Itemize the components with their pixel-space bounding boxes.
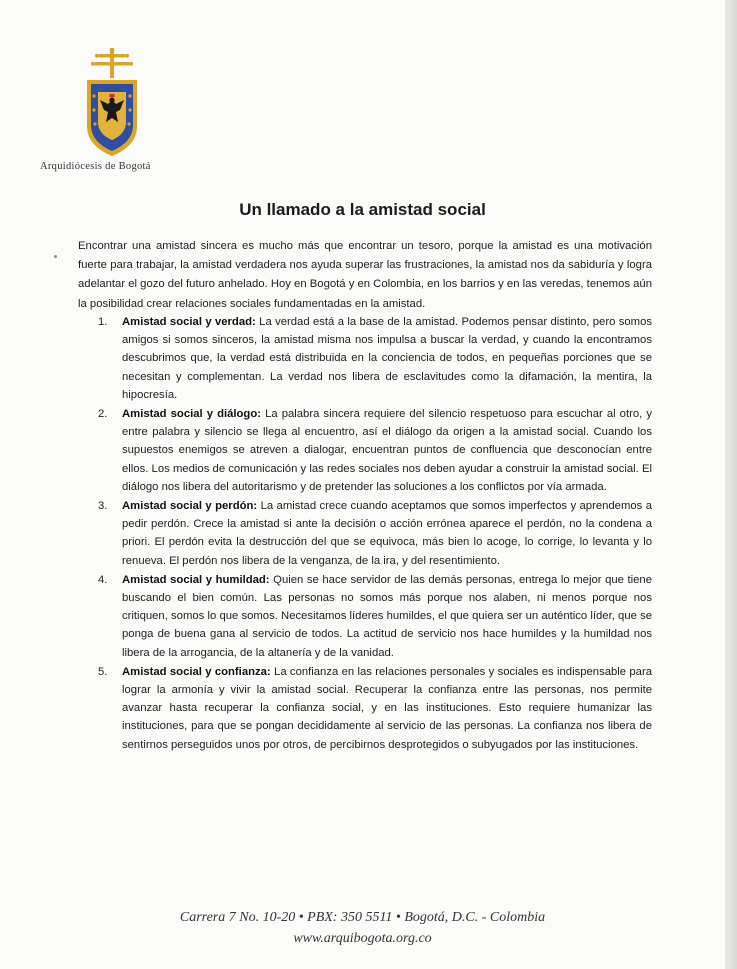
- list-item: [98, 663, 653, 754]
- item-heading: Amistad social y perdón:: [122, 500, 258, 513]
- footer-website[interactable]: www.arquibogota.org.co: [293, 931, 432, 946]
- organization-name: Arquidiócesis de Bogotá: [40, 161, 151, 172]
- item-number: 2.: [98, 408, 108, 421]
- item-number: 5.: [98, 665, 108, 678]
- list-item: [98, 313, 653, 404]
- item-text: La palabra sincera requiere del silencio respetuoso para escuchar al otro, y entre palabra y silencio se llega al encuentro, así el diálogo da origen a la amistad social. Cuando los supuestos enemigos se atreven a dialogar, encuentran puntos de confluencia que desconocían entre ellos. Los medios de comunicación y las redes sociales nos deben ayudar a construir la amistad social. El diálogo nos libera del autoritarismo y de pretender las soluciones a los conflictos por vía armada.: [122, 408, 652, 493]
- margin-mark: [54, 255, 57, 258]
- document-title: Un llamado a la amistad social: [239, 200, 486, 219]
- item-text: La confianza en las relaciones personales y sociales es indispensable para lograr la armonía y vivir la amistad social. Recuperar la confianza entre las personas, nos permite avanzar hasta recuperar la confianza social, y en las instituciones. Esto requiere humanizar las instituciones, para que se pongan decididamente al servicio de las personas. La confianza nos libera de sentirnos perseguidos unos por otros, de percibirnos desprotegidos o subyugados por las instituciones.: [122, 665, 653, 751]
- item-heading: Amistad social y verdad:: [122, 316, 256, 328]
- archdiocese-coat-of-arms-icon: [82, 48, 142, 158]
- list-item: [98, 497, 652, 570]
- page-edge-shadow: [725, 0, 737, 969]
- item-heading: Amistad social y diálogo:: [122, 408, 261, 421]
- item-text: Quien se hace servidor de las demás personas, entrega lo mejor que tiene buscando el bien común. Las personas no somos más porque nos alaben, ni menos porque nos critiquen, somos lo que somos. Necesitamos líderes humildes, el que quiera ser un auténtico líder, que se ponga de buena gana al servicio de todos. La actitud de servicio nos hace humildes y la humildad nos libera de la arrogancia, de la altanería y de la vanidad.: [122, 573, 653, 659]
- item-heading: Amistad social y humildad:: [122, 573, 270, 586]
- item-number: 3.: [98, 500, 108, 513]
- item-number: 4.: [98, 573, 108, 586]
- item-text: La amistad crece cuando aceptamos que somos imperfectos y aprendemos a pedir perdón. Crece la amistad si ante la decisión o acción errónea aparece el perdón, no la condena a priori. El perdón evita la destrucción del que se equivoca, más bien lo acoge, lo corrige, lo levanta y lo renueva. El perdón nos libera de la venganza, de la ira, y del resentimiento.: [122, 500, 652, 567]
- intro-paragraph: Encontrar una amistad sincera es mucho más que encontrar un tesoro, porque la amistad es una motivación fuerte para trabajar, la amistad verdadera nos ayuda superar las frustraciones, la amistad nos da sabiduría y logra adelantar el gozo del futuro anhelado. Hoy en Bogotá y en Colombia, en los barrios y en las veredas, tenemos aún la posibilidad crear relaciones sociales fundamentadas en la amistad.: [78, 240, 652, 310]
- item-heading: Amistad social y confianza:: [122, 665, 271, 678]
- principles-list: [98, 313, 653, 755]
- list-item: [98, 405, 652, 496]
- item-text: La verdad está a la base de la amistad. Podemos pensar distinto, pero somos amigos si somos sinceros, la amistad misma nos impulsa a buscar la verdad, y cuando la encontramos descubrimos que, la verdad está distribuida en la conciencia de todos, en pequeñas porciones que se necesitan y complementan. La verdad nos libera de esclavitudes como la difamación, la mentira, la hipocresía.: [122, 316, 653, 401]
- list-item: [98, 571, 653, 662]
- footer-address: Carrera 7 No. 10-20 • PBX: 350 5511 • Bogotá, D.C. - Colombia: [179, 910, 546, 925]
- item-number: 1.: [98, 316, 108, 328]
